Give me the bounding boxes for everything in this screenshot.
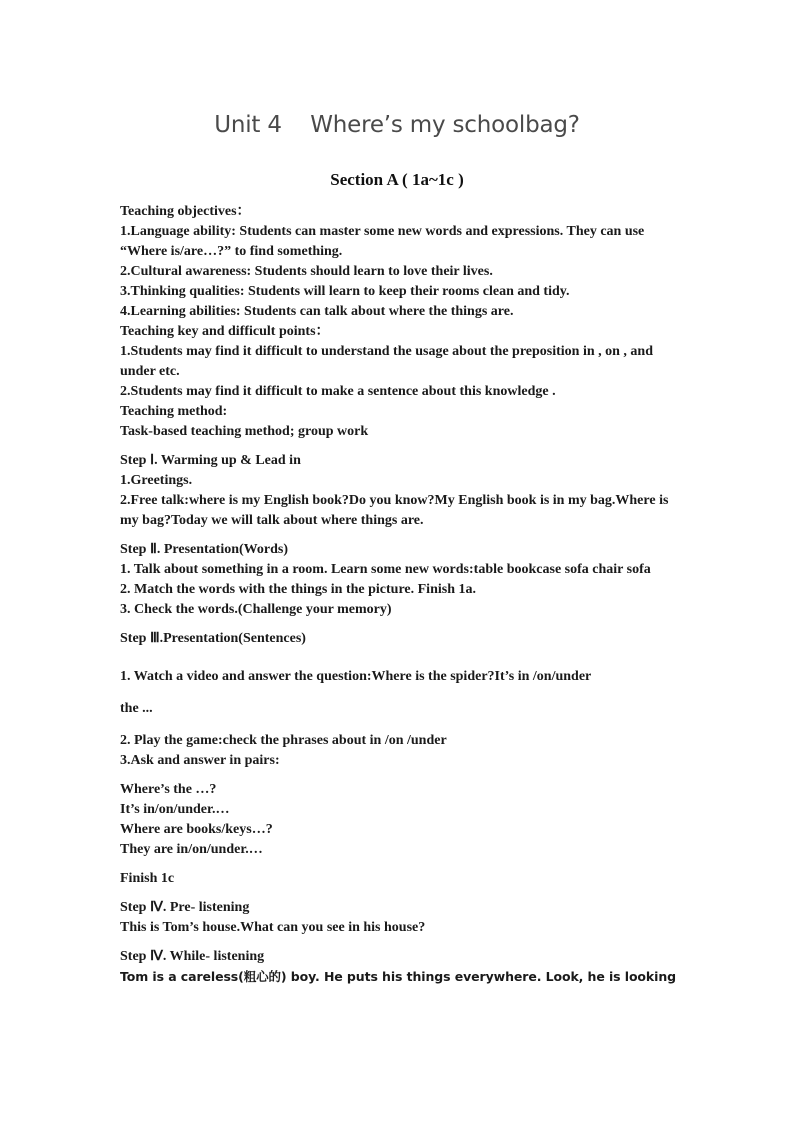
step1-heading: Step Ⅰ. Warming up & Lead in — [120, 453, 301, 468]
objective-item: 3.Thinking qualities: Students will learn to keep their rooms clean and tidy. — [120, 284, 570, 299]
step2-item: 2. Match the words with the things in the picture. Finish 1a. — [120, 582, 476, 597]
step1-item: 1.Greetings. — [120, 473, 193, 488]
step3-item: 3.Ask and answer in pairs: — [120, 753, 280, 768]
step2-item: 1. Talk about something in a room. Learn some new words:table bookcase sofa chair sofa — [120, 562, 651, 577]
method-text: Task-based teaching method; group work — [120, 424, 369, 439]
step3-heading: Step Ⅲ.Presentation(Sentences) — [120, 631, 306, 646]
step3-item-continued: the ... — [120, 701, 153, 716]
page-title: Unit 4 Where’s my schoolbag? — [214, 112, 580, 138]
method-heading: Teaching method: — [120, 404, 228, 419]
step2-heading: Step Ⅱ. Presentation(Words) — [120, 542, 289, 557]
step2-item: 3. Check the words.(Challenge your memory) — [120, 602, 392, 617]
step4b-heading: Step Ⅳ. While- listening — [120, 949, 265, 964]
dialogue-line: Where are books/keys…? — [120, 822, 273, 837]
objective-item: 1.Language ability: Students can master some new words and expressions. They can use “Where is/are…?” to find something. — [120, 224, 645, 259]
dialogue-line: They are in/on/under.… — [120, 842, 263, 857]
objective-item: 2.Cultural awareness: Students should learn to love their lives. — [120, 264, 493, 279]
step4a-heading: Step Ⅳ. Pre- listening — [120, 900, 250, 915]
step4b-text: Tom is a careless(粗心的) boy. He puts his things everywhere. Look, he is looking — [120, 969, 676, 984]
dialogue-line: It’s in/on/under.… — [120, 802, 230, 817]
key-points-heading: Teaching key and difficult points： — [120, 324, 330, 339]
step1-item: 2.Free talk:where is my English book?Do you know?My English book is in my bag.Where is my bag?Today we will talk about where things are. — [120, 493, 669, 528]
finish-note: Finish 1c — [120, 871, 175, 886]
objective-item: 4.Learning abilities: Students can talk about where the things are. — [120, 304, 514, 319]
lesson-body — [120, 202, 680, 987]
dialogue-line: Where’s the …? — [120, 782, 217, 797]
section-subtitle: Section A ( 1a~1c ) — [330, 170, 464, 189]
step3-item: 2. Play the game:check the phrases about in /on /under — [120, 733, 447, 748]
key-point-item: 1.Students may find it difficult to understand the usage about the preposition in , on , and under etc. — [120, 344, 654, 379]
step3-item: 1. Watch a video and answer the question:Where is the spider?It’s in /on/under — [120, 669, 592, 684]
step4a-text: This is Tom’s house.What can you see in his house? — [120, 920, 426, 935]
objectives-heading: Teaching objectives： — [120, 204, 251, 219]
key-point-item: 2.Students may find it difficult to make a sentence about this knowledge . — [120, 384, 556, 399]
